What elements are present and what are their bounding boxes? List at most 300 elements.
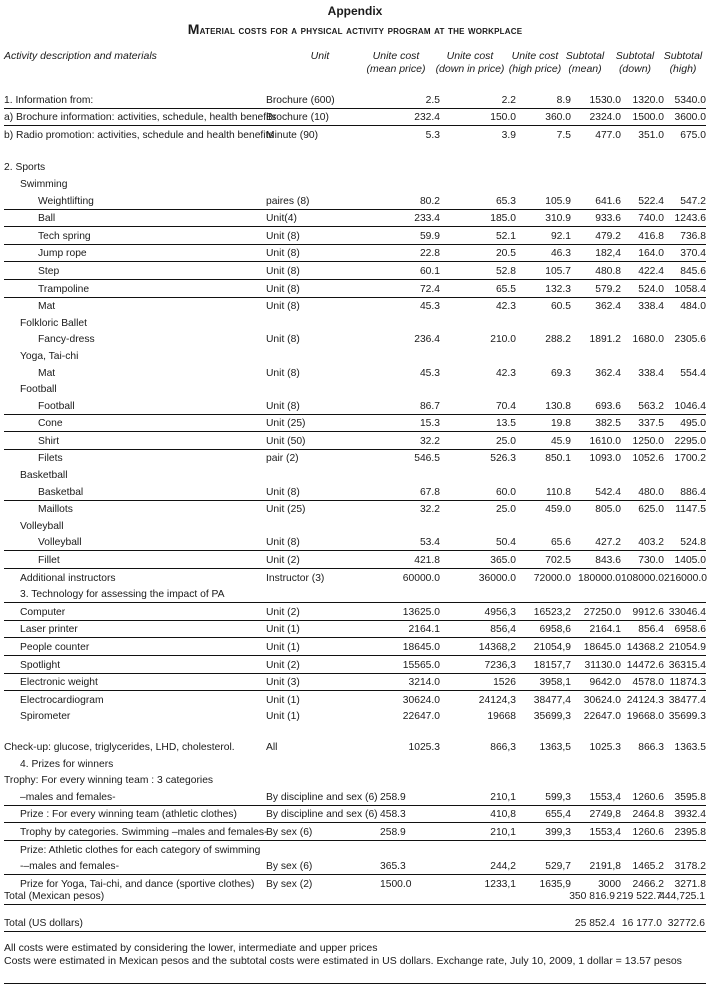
unit-cost-down [440,466,516,483]
unit-cost-high: 92.1 [516,227,571,245]
row-unit [266,175,380,192]
subtotal-down [621,586,664,603]
unit-cost-down: 365.0 [440,551,516,569]
unit-cost-down: 1233,1 [484,878,516,890]
unit-cost-down: 42.3 [495,367,516,379]
subtotal-mean: 2164.1 [571,620,621,638]
section-heading-row [4,755,706,772]
subtotal-mean: 362.4 [595,301,621,313]
subtotal-down: 164.0 [621,244,664,262]
row-unit: Brochure (600) [266,91,380,108]
subtotal-mean: 22647.0 [583,711,621,723]
subtotal-down: 1320.0 [621,91,664,108]
table-row [4,500,706,517]
subtotal-down [621,840,664,857]
subtotal-high: 845.6 [664,262,706,280]
row-unit [266,347,380,364]
subtotal-down: 1052.6 [632,453,664,465]
row-description: Mat [38,301,56,313]
subtotal-high: 6958.6 [664,620,706,638]
unit-cost-high: 399,3 [516,823,571,841]
row-description: -–males and females- [4,858,266,875]
unit-cost-high: 18157,7 [516,656,571,674]
subtotal-high: 547.2 [664,192,706,209]
unit-cost-high: 7.5 [556,129,571,141]
table-row [4,432,706,450]
table-row [4,551,706,569]
row-unit: Unit (25) [266,504,306,516]
subtotal-high: 1058.4 [664,279,706,297]
unit-cost-down [440,347,516,364]
row-description: Filets [38,453,63,465]
subtotal-down: 1250.0 [621,432,664,450]
subtotal-down [621,159,664,176]
subtotal-mean: 2191,8 [571,858,621,875]
subtotal-down: 480.0 [621,483,664,500]
unit-cost-down: 50.4 [440,534,516,551]
row-description: Spirometer [20,711,71,723]
subtotal-mean: 805.0 [595,504,621,516]
unit-cost-mean: 32.2 [419,504,440,516]
total-mxn-high: 444,725.1 [659,891,705,902]
row-unit: By sex (6) [266,823,380,841]
row-unit: Unit (8) [266,397,380,414]
section-heading-row [4,517,706,534]
unit-cost-down: 526.3 [490,453,516,465]
unit-cost-high: 8.9 [516,91,571,108]
subtotal-high: 370.4 [664,244,706,262]
row-unit [266,466,380,483]
subtotal-down: 740.0 [621,209,664,227]
row-description: a) Brochure information: activities, schedule, health benefits [4,108,266,126]
subtotal-high [664,466,706,483]
row-description: b) Radio promotion: activities, schedule and health benefits [4,129,274,141]
subtotal-down: 338.4 [638,301,664,313]
unit-cost-down [440,517,516,534]
unit-cost-high: 69.3 [550,367,571,379]
table-row [4,534,706,551]
table-row [4,331,706,348]
row-unit: Unit (1) [266,711,300,723]
row-description: Electrocardiogram [20,694,104,706]
subtotal-mean: 1093.0 [589,453,621,465]
subtotal-down: 625.0 [638,504,664,516]
row-description: Fillet [4,551,266,569]
unit-cost-high: 599,3 [516,788,571,805]
section-heading-row [4,840,706,857]
col-header-desc: Activity description and materials [4,50,157,62]
unit-cost-high: 132.3 [516,279,571,297]
unit-cost-down: 185.0 [440,209,516,227]
subtotal-down: 1465.2 [621,858,664,875]
unit-cost-high: 1363,5 [539,741,571,753]
unit-cost-high: 655,4 [516,805,571,823]
bottom-divider [4,983,706,984]
table-row [4,823,706,841]
col-header-line2: (down) [618,63,652,75]
subtotal-mean: 30624.0 [583,694,621,706]
unit-cost-high: 110.8 [516,483,571,500]
subtotal-down [621,755,664,772]
table-title-rest: aterial costs for a physical activity program at the workplace [199,25,523,37]
row-unit: By sex (6) [266,858,380,875]
unit-cost-down [440,840,516,857]
row-description: Computer [4,603,266,621]
unit-cost-down [440,586,516,603]
subtotal-mean: 1025.3 [589,741,621,753]
subtotal-high: 554.4 [680,367,706,379]
row-unit: By sex (2) [266,878,313,890]
footnote-pricing: All costs were estimated by considering the lower, intermediate and upper prices [4,942,378,954]
section-heading-row [4,159,706,176]
row-description: Volleyball [4,534,266,551]
unit-cost-high [516,586,571,603]
unit-cost-mean [380,159,440,176]
col-header-subtotal-down [612,50,658,76]
subtotal-mean: 477.0 [595,129,621,141]
subtotal-mean: 362.4 [595,367,621,379]
subtotal-high [664,586,706,603]
col-header-line1: Subtotal [615,50,655,62]
subtotal-down: 9912.6 [621,603,664,621]
unit-cost-high [516,314,571,331]
col-header-line2: (mean price) [366,63,426,75]
col-header-high-price [505,50,565,76]
unit-cost-down: 410,8 [440,805,516,823]
row-description: 2. Sports [4,162,46,174]
row-description: Yoga, Tai-chi [20,350,79,362]
unit-cost-down: 13.5 [440,414,516,432]
row-description: Tech spring [4,227,266,245]
subtotal-mean: 579.2 [571,279,621,297]
subtotal-down: 108000.0 [621,572,664,584]
table-row [4,738,706,755]
row-description: Electronic weight [4,673,266,691]
subtotal-mean [571,755,621,772]
unit-cost-high: 6958,6 [516,620,571,638]
unit-cost-mean: 13625.0 [380,603,440,621]
unit-cost-mean: 458.3 [380,805,440,823]
row-description: Trampoline [4,279,266,297]
table-row [4,297,706,314]
subtotal-down: 2466.2 [632,878,664,890]
section-heading-row [4,314,706,331]
unit-cost-mean: 1500.0 [380,878,412,890]
table-row [4,244,706,262]
table-row [4,397,706,414]
unit-cost-high: 21054,9 [516,638,571,656]
unit-cost-mean: 72.4 [380,279,440,297]
subtotal-mean [571,347,621,364]
subtotal-mean: 427.2 [571,534,621,551]
unit-cost-down: 150.0 [440,108,516,126]
subtotal-high: 484.0 [680,301,706,313]
row-description: Prize : For every winning team (athletic clothes) [4,805,266,823]
unit-cost-down: 42.3 [495,301,516,313]
subtotal-high: 3595.8 [664,788,706,805]
section-heading-row [4,175,706,192]
unit-cost-high [516,159,571,176]
unit-cost-mean: 80.2 [380,192,440,209]
subtotal-down: 524.0 [621,279,664,297]
table-row [4,788,706,805]
subtotal-down: 563.2 [621,397,664,414]
subtotal-mean: 641.6 [571,192,621,209]
row-description: Volleyball [20,520,64,532]
row-description: Basketball [20,470,68,482]
unit-cost-down [440,772,516,789]
total-mexican-pesos-row [4,888,706,905]
row-description: Prize for Yoga, Tai-chi, and dance (sportive clothes) [20,878,255,890]
row-description: Prize: Athletic clothes for each category of swimming [20,844,261,856]
table-title-initial: M [187,21,200,37]
row-unit: Unit (8) [266,334,300,346]
row-description: Trophy by categories. Swimming –males and females- [4,823,266,841]
subtotal-down: 403.2 [621,534,664,551]
subtotal-high [664,772,706,789]
unit-cost-mean [380,347,440,364]
row-unit [266,517,380,534]
row-unit: Instructor (3) [266,572,325,584]
row-description: Mat [38,367,56,379]
subtotal-mean: 2749,8 [571,805,621,823]
subtotal-down: 337.5 [621,414,664,432]
subtotal-mean [571,314,621,331]
total-usd-mean: 25 852.4 [574,918,615,929]
unit-cost-mean [380,772,440,789]
unit-cost-mean: 45.3 [419,367,440,379]
row-unit: Unit (8) [266,534,380,551]
section-heading-row [4,381,706,398]
subtotal-high: 736.8 [664,227,706,245]
unit-cost-down: 65.5 [440,279,516,297]
subtotal-high: 1046.4 [664,397,706,414]
table-row [4,192,706,209]
unit-cost-high: 1635,9 [539,878,571,890]
subtotal-down: 866.3 [638,741,664,753]
spacer-cell [4,724,706,738]
unit-cost-down: 52.8 [440,262,516,280]
subtotal-down [621,772,664,789]
subtotal-mean: 1891.2 [589,334,621,346]
unit-cost-mean: 232.4 [380,108,440,126]
subtotal-high: 3271.8 [674,878,706,890]
unit-cost-mean [380,175,440,192]
unit-cost-high [516,840,571,857]
subtotal-high: 495.0 [664,414,706,432]
subtotal-high: 38477.4 [668,694,706,706]
subtotal-down: 1260.6 [621,823,664,841]
unit-cost-mean: 60000.0 [402,572,440,584]
total-usd-down: 16 177.0 [621,918,662,929]
unit-cost-down: 7236,3 [440,656,516,674]
subtotal-high: 3178.2 [664,858,706,875]
table-row [4,414,706,432]
unit-cost-mean: 421.8 [380,551,440,569]
unit-cost-down: 20.5 [440,244,516,262]
row-unit: paires (8) [266,192,380,209]
row-unit: Unit (1) [266,638,380,656]
subtotal-down: 14368.2 [621,638,664,656]
subtotal-down: 1500.0 [621,108,664,126]
subtotal-high: 11874.3 [664,673,706,691]
unit-cost-mean [380,586,440,603]
unit-cost-mean [380,314,440,331]
table-row [4,449,706,466]
table-row [4,91,706,108]
row-description: 4. Prizes for winners [20,758,114,770]
unit-cost-high [516,466,571,483]
subtotal-mean [571,517,621,534]
unit-cost-high [516,755,571,772]
unit-cost-high: 702.5 [516,551,571,569]
unit-cost-down: 52.1 [440,227,516,245]
unit-cost-high: 60.5 [550,301,571,313]
unit-cost-down: 65.3 [440,192,516,209]
subtotal-down: 1680.0 [632,334,664,346]
col-header-unit: Unit [310,50,330,62]
table-row [4,209,706,227]
subtotal-down [621,314,664,331]
subtotal-high: 2395.8 [664,823,706,841]
subtotal-mean [571,159,621,176]
unit-cost-mean: 236.4 [414,334,440,346]
unit-cost-down: 856,4 [440,620,516,638]
table-row [4,691,706,708]
row-unit: Unit (1) [266,694,300,706]
subtotal-high: 1405.0 [664,551,706,569]
unit-cost-mean: 258.9 [380,788,440,805]
subtotal-down: 338.4 [638,367,664,379]
row-unit: Brochure (10) [266,108,380,126]
subtotal-down [621,381,664,398]
unit-cost-mean: 22647.0 [402,711,440,723]
row-unit [266,381,380,398]
subtotal-mean: 479.2 [571,227,621,245]
subtotal-high [664,175,706,192]
unit-cost-mean: 30624.0 [402,694,440,706]
unit-cost-mean: 365.3 [380,858,440,875]
subtotal-down: 522.4 [621,192,664,209]
subtotal-high: 3600.0 [664,108,706,126]
row-unit: By discipline and sex (6) [266,788,380,805]
row-description: Check-up: glucose, triglycerides, LHD, cholesterol. [4,741,235,753]
subtotal-high: 1700.2 [674,453,706,465]
subtotal-high: 675.0 [680,129,706,141]
unit-cost-high: 16523,2 [516,603,571,621]
unit-cost-high [516,381,571,398]
subtotal-mean: 18645.0 [571,638,621,656]
subtotal-high: 216000.0 [664,572,707,584]
subtotal-down: 14472.6 [621,656,664,674]
unit-cost-mean: 15565.0 [380,656,440,674]
row-description: Football [20,384,57,396]
row-unit: Unit (8) [266,483,380,500]
row-unit [266,314,380,331]
unit-cost-mean: 258.9 [380,823,440,841]
unit-cost-down [440,314,516,331]
table-row [4,483,706,500]
unit-cost-down [440,755,516,772]
row-unit: Minute (90) [266,129,319,141]
unit-cost-mean [380,755,440,772]
row-unit: Unit (8) [266,262,380,280]
row-description: 3. Technology for assessing the impact of PA [4,586,266,603]
row-description: Laser printer [4,620,266,638]
unit-cost-down: 210,1 [440,788,516,805]
subtotal-mean [571,466,621,483]
subtotal-down: 19668.0 [626,711,664,723]
row-description: Trophy: For every winning team : 3 categories [4,775,214,787]
unit-cost-high: 45.9 [516,432,571,450]
subtotal-high: 1363.5 [674,741,706,753]
subtotal-down [621,466,664,483]
col-header-mean-price [360,50,432,76]
subtotal-high: 5340.0 [664,91,706,108]
section-heading-row [4,347,706,364]
section-heading-row [4,466,706,483]
row-unit: Unit (8) [266,244,380,262]
row-unit [266,840,380,857]
subtotal-high: 33046.4 [664,603,706,621]
subtotal-down [621,175,664,192]
unit-cost-mean: 546.5 [414,453,440,465]
unit-cost-high: 459.0 [545,504,571,516]
subtotal-mean: 1610.0 [571,432,621,450]
unit-cost-mean: 86.7 [380,397,440,414]
unit-cost-down: 19668 [487,711,516,723]
unit-cost-mean: 60.1 [380,262,440,280]
subtotal-mean [571,772,621,789]
subtotal-high: 2295.0 [664,432,706,450]
unit-cost-mean: 233.4 [380,209,440,227]
unit-cost-high [516,347,571,364]
row-unit: Unit (8) [266,301,300,313]
subtotal-high: 1147.5 [675,504,706,516]
unit-cost-mean: 67.8 [380,483,440,500]
subtotal-mean: 480.8 [571,262,621,280]
row-description: Cone [4,414,266,432]
unit-cost-mean: 1025.3 [408,741,440,753]
unit-cost-high: 130.8 [516,397,571,414]
subtotal-high [664,840,706,857]
subtotal-mean [571,586,621,603]
unit-cost-high: 105.7 [516,262,571,280]
total-mxn-label: Total (Mexican pesos) [4,891,105,902]
table-row [4,126,706,143]
subtotal-down: 351.0 [638,129,664,141]
unit-cost-high: 46.3 [516,244,571,262]
col-header-line2: (mean) [568,63,602,75]
subtotal-high: 36315.4 [664,656,706,674]
table-row [4,805,706,823]
table-row [4,858,706,875]
row-unit: Unit (1) [266,620,380,638]
table-title [0,21,710,37]
row-unit: Unit (2) [266,656,380,674]
subtotal-high: 35699.3 [668,711,706,723]
col-header-line2: (down in price) [435,63,505,75]
unit-cost-high: 65.6 [516,534,571,551]
table-row [4,673,706,691]
unit-cost-high: 310.9 [516,209,571,227]
row-unit: Unit (8) [266,279,380,297]
row-description: Step [4,262,266,280]
unit-cost-down: 24124,3 [478,694,516,706]
row-description: People counter [4,638,266,656]
row-unit: By discipline and sex (6) [266,805,380,823]
table-row [4,603,706,621]
